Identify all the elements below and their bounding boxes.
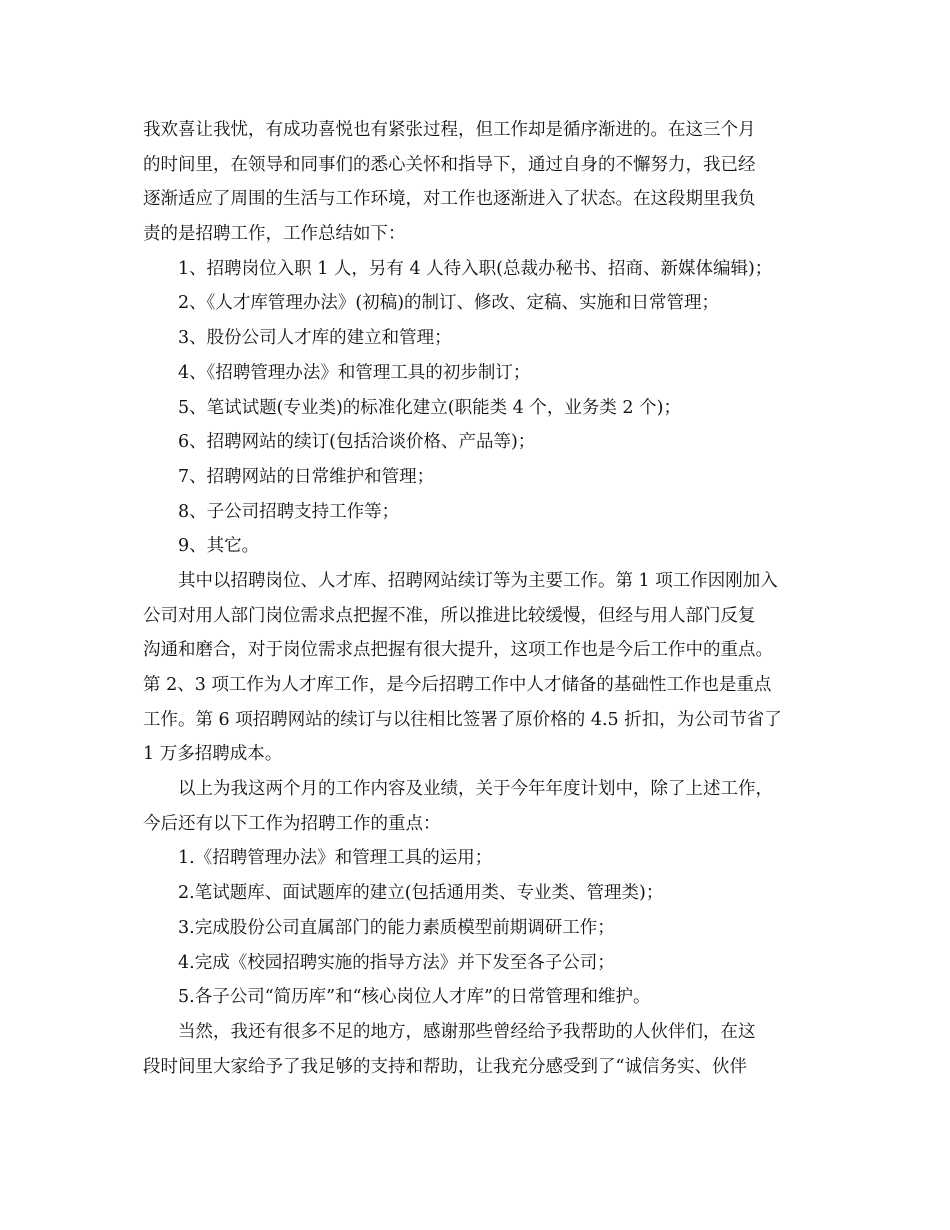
text-line: 其中以招聘岗位、人才库、招聘网站续订等为主要工作。第 1 项工作因刚加入 <box>178 570 778 591</box>
text-line: 工作。第 6 项招聘网站的续订与以往相比签署了原价格的 4.5 折扣，为公司节省了 <box>143 709 782 730</box>
text-line: 以上为我这两个月的工作内容及业绩，关于今年年度计划中，除了上述工作， <box>178 779 773 800</box>
text-line: 4.完成《校园招聘实施的指导方法》并下发至各子公司； <box>178 952 615 973</box>
text-line: 5、笔试试题(专业类)的标准化建立(职能类 4 个，业务类 2 个)； <box>178 397 681 418</box>
text-line: 1.《招聘管理办法》和管理工具的运用； <box>178 848 493 869</box>
text-line: 2.笔试题库、面试题库的建立(包括通用类、专业类、管理类)； <box>178 883 664 904</box>
text-line: 3、股份公司人才库的建立和管理； <box>178 328 452 349</box>
text-line: 公司对用人部门岗位需求点把握不准，所以推进比较缓慢，但经与用人部门反复 <box>143 605 756 626</box>
text-line: 9、其它。 <box>178 536 260 557</box>
text-line: 7、招聘网站的日常维护和管理； <box>178 466 435 487</box>
text-line: 2、《人才库管理办法》(初稿)的制订、修改、定稿、实施和日常管理； <box>178 293 720 314</box>
text-line: 我欢喜让我忧，有成功喜悦也有紧张过程，但工作却是循序渐进的。在这三个月 <box>143 120 756 140</box>
text-line: 责的是招聘工作，工作总结如下： <box>143 224 406 245</box>
text-line: 3.完成股份公司直属部门的能力素质模型前期调研工作； <box>178 917 615 938</box>
text-line: 4、《招聘管理办法》和管理工具的初步制订； <box>178 362 531 383</box>
text-line: 8、子公司招聘支持工作等； <box>178 501 400 522</box>
text-line: 当然，我还有很多不足的地方，感谢那些曾经给予我帮助的人伙伴们，在这 <box>178 1021 756 1042</box>
text-line: 1 万多招聘成本。 <box>143 744 283 765</box>
document-body <box>143 113 813 1084</box>
text-line: 1、招聘岗位入职 1 人，另有 4 人待入职(总裁办秘书、招商、新媒体编辑)； <box>178 258 773 279</box>
text-line: 逐渐适应了周围的生活与工作环境，对工作也逐渐进入了状态。在这段期里我负 <box>143 189 756 210</box>
text-line: 今后还有以下工作为招聘工作的重点： <box>143 813 441 834</box>
text-line: 6、招聘网站的续订(包括洽谈价格、产品等)； <box>178 432 536 453</box>
text-line: 沟通和磨合，对于岗位需求点把握有很大提升，这项工作也是今后工作中的重点。 <box>143 640 773 661</box>
text-line: 5.各子公司“简历库”和“核心岗位人才库”的日常管理和维护。 <box>178 987 651 1008</box>
text-line: 的时间里，在领导和同事们的悉心关怀和指导下，通过自身的不懈努力，我已经 <box>143 154 756 175</box>
text-line: 段时间里大家给予了我足够的支持和帮助，让我充分感受到了“诚信务实、伙伴 <box>143 1056 747 1077</box>
text-line: 第 2、3 项工作为人才库工作，是今后招聘工作中人才储备的基础性工作也是重点 <box>143 675 772 695</box>
